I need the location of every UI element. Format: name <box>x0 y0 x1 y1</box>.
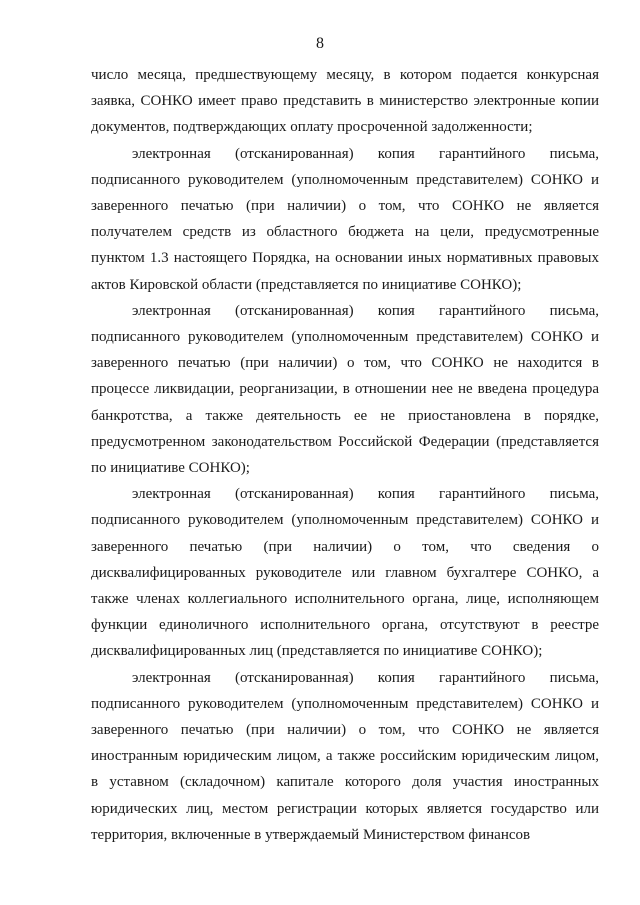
document-body <box>91 62 599 848</box>
paragraph-overdue-debt-documents: число месяца, предшествующему месяцу, в котором подается конкурсная заявка, СОНКО имеет право представить в министерство электронные копии документов, подтверждающих оплату просроченной задолженности; <box>91 67 599 136</box>
paragraph-not-budget-recipient: электронная (отсканированная) копия гарантийного письма, подписанного руководителем (уполномоченным представителем) СОНКО и заверенного печатью (при наличии) о том, что СОНКО не является получателем средств из областного бюджета на цели, предусмотренные пунктом 1.3 настоящего Порядка, на основании иных нормативных правовых актов Кировской области (представляется по инициативе СОНКО); <box>91 145 599 293</box>
paragraph-disqualified-persons: электронная (отсканированная) копия гарантийного письма, подписанного руководителем (уполномоченным представителем) СОНКО и заверенного печатью (при наличии) о том, что сведения о дисквалифицированных руководителе или главном бухгалтере СОНКО, а также членах коллегиального исполнительного органа, лице, исполняющем функции единоличного исполнительного органа, отсутствуют в реестре дисквалифицированных лиц (представляется по инициативе СОНКО); <box>91 486 599 660</box>
page-number: 8 <box>316 35 324 52</box>
paragraph-not-foreign-entity: электронная (отсканированная) копия гарантийного письма, подписанного руководителем (уполномоченным представителем) СОНКО и заверенного печатью (при наличии) о том, что СОНКО не является иностранным юридическим лицом, а также российским юридическим лицом, в уставном (складочном) капитале которого доля участия иностранных юридических лиц, местом регистрации которых является государство или территория, включенные в утверждаемый Министерством финансов <box>91 669 599 843</box>
paragraph-not-in-liquidation: электронная (отсканированная) копия гарантийного письма, подписанного руководителем (уполномоченным представителем) СОНКО и заверенного печатью (при наличии) о том, что СОНКО не находится в процессе ликвидации, реорганизации, в отношении нее не введена процедура банкротства, а также деятельность ее не приостановлена в порядке, предусмотренном законодательством Российской Федерации (представляется по инициативе СОНКО); <box>91 302 599 477</box>
